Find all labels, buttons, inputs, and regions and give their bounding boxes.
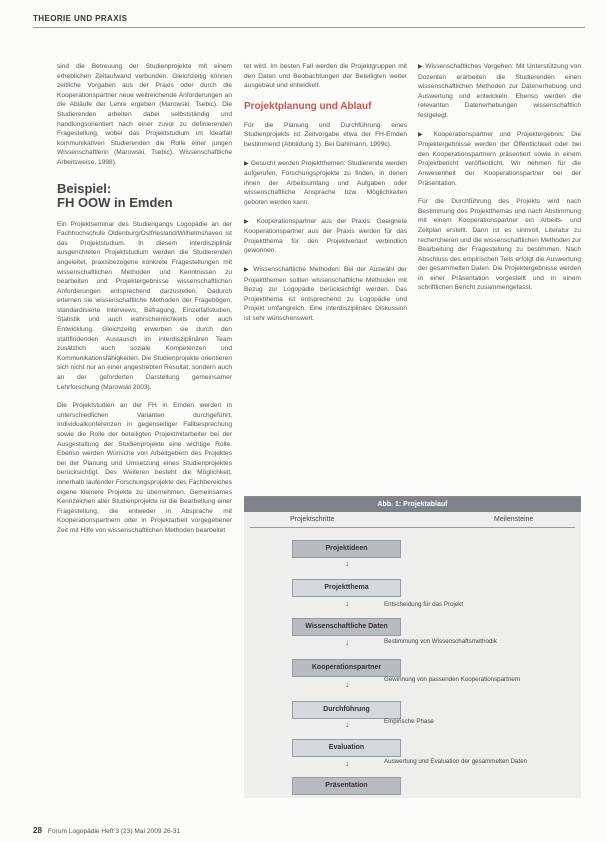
section-heading-example: [57, 182, 232, 210]
milestone-label: Gewinnung von passenden Kooperationspartnern: [384, 676, 521, 683]
page-footer: [33, 826, 180, 835]
down-arrow-icon: ↓: [345, 720, 349, 729]
paragraph: tet wird. Im besten Fall werden die Projektgruppen mit den Daten und Beobachtungen der Beteiligten weiter ausgebaut und entwickelt.: [244, 63, 407, 90]
column-middle: [244, 62, 407, 332]
milestone-label: Empirische Phase: [384, 718, 434, 725]
down-arrow-icon: ↓: [345, 559, 349, 568]
down-arrow-icon: ↓: [345, 759, 349, 768]
bullet-text: Wissenschaftliche Methoden: Bei der Auswahl der Projektthemen sollten wissenschaftliche Methoden mit Bezug zur Logopädie berücksichtigt werden. Das Projektthema ist entsprechend zu Logopädie und Projekt umfangreich. Eine interdisziplinäre Diskussion ist sehr wünschenswert.: [244, 265, 407, 322]
bullet-item: [244, 159, 407, 208]
milestone-label: Bestimmung von Wissenschaftsmethodik: [384, 638, 497, 645]
step-box: Projektthema: [292, 579, 401, 597]
triangle-bullet-icon: ▶: [244, 218, 257, 225]
step-box: Projektideen: [292, 540, 401, 558]
down-arrow-icon: ↓: [345, 638, 349, 647]
footer-citation: Forum Logopädie Heft 3 (23) Mai 2009 26-31: [47, 828, 181, 835]
bullet-text: Wissenschaftliches Vorgehen: Mit Unterstützung von Dozenten erarbeiten die Studierenden einen wissenschaftlichen Methoden zur Datenerhebung und Auswertung und entwickeln. Ebenso werden die relevanten Datenerhebungen wissenschaftlich festgelegt.: [418, 63, 582, 119]
project-flow-figure: [244, 496, 581, 798]
bullet-item: [244, 265, 407, 324]
paragraph: sind die Betreuung der Studienprojekte mit einem erheblichen Zeitaufwand verbunden. Gleichzeitig können zeitliche Vorgaben aus der Praxis oder durch die Kooperationspartner neue weitreichende Anforderungen an die Abläufe der Lehre ergeben (Marowski, Tsebic). Die Studierenden arbeiten dabei selbstständig und handlungsorientiert nach einer zuvor zu definierenden Fragestellung, wobei das Projektstudium im Idealfall kommunikativen Studierenden die Rolle einer jungen Wissenschaftlerin (Marowski, Tsebic). Wissenschaftliche Arbeitsweise, 1998).: [57, 63, 232, 166]
step-box: Präsentation: [292, 777, 401, 795]
figure-column-header-milestones: Meilensteine: [494, 516, 534, 523]
heading-line-1: Beispiel:: [57, 180, 112, 196]
section-header: THEORIE UND PRAXIS: [33, 14, 128, 23]
triangle-bullet-icon: ▶: [418, 131, 434, 138]
bullet-text: Gesucht werden Projektthemen: Studierende werden aufgerufen, Forschungsprojekte zu finden, in denen ihnen der Arbeitsumfang und Aufgaben oder wissenschaftliche Ansprache bzw. Möglichkeiten geboten werden kann.: [244, 159, 408, 206]
step-box: Wissenschaftliche Daten: [292, 618, 401, 636]
bullet-text: Kooperationspartner und Projektergebnis: Die Projektergebnisse werden der Öffentlichkeit oder bei den Kooperationspartnern präsentiert sowie in einem Projektbericht veröffentlicht. Wir nehmen für die Anwesenheit der Kooperationspartner bei der Präsentation.: [418, 130, 581, 187]
figure-title: Abb. 1: Projektablauf: [244, 498, 581, 512]
column-left: [57, 62, 232, 545]
triangle-bullet-icon: ▶: [244, 160, 251, 167]
page-number: 28: [33, 826, 42, 835]
bullet-item: [418, 130, 581, 189]
header-divider: [33, 27, 585, 28]
figure-header-divider: [250, 527, 575, 528]
paragraph: Die Projektstudien an der FH in Emden werden in unterschiedlichen Varianten durchgeführt, Individualkonferenzen in gegenseitiger Fallbesprechung sowie die Rolle der beteiligten Projektmitarbeiter bei der Ausgestaltung der Studienprojekte eine wichtige Rolle. Ebenso werden Wünsche von Arbeitgebern des Projektes bei der Planung und Umsetzung eines Studienprojektes berücksichtigt. Des Weiteren besteht die Möglichkeit, innerhalb laufender Forschungsprojekte des Fachbereiches eigene kleinere Projekte zu übernehmen. Gemeinsames Kennzeichen aller Studienprojekte ist die Bearbeitung einer Fragestellung, die entweder in Absprache mit Kooperationspartnern oder in Projektarbeit vorgegebener Zeit mit Hilfe von wissenschaftlichen Methoden bearbeitet: [57, 402, 232, 534]
bullet-item: [418, 62, 581, 121]
step-box: Durchführung: [292, 701, 401, 719]
down-arrow-icon: ↓: [345, 680, 349, 689]
bullet-text: Kooperationspartner aus der Praxis: Geeignete Kooperationspartner aus der Praxis werden für das Projektthema für den Projektverlauf verbindlich gewonnen.: [244, 217, 407, 255]
paragraph: Für die Durchführung des Projekts wird nach Bestimmung des Projektthemas und nach Abstimmung mit einem Kooperationspartner ein Arbeits- und Zeitplan erstellt. Dann ist es sinnvoll, Literatur zu recherchieren und die wissenschaftlichen Methoden zur Bearbeitung der Fragestellung zu bestimmen. Nach Abschluss des empirischen Teils erfolgt die Auswertung der gesammelten Daten. Die Projektergebnisse werden in einer Präsentation vorgestellt und in einem schriftlichen Bericht zusammengefasst.: [418, 198, 581, 292]
triangle-bullet-icon: ▶: [418, 64, 426, 70]
column-right: [418, 62, 581, 302]
bullet-item: [244, 217, 407, 256]
milestone-label: Entscheidung für das Projekt: [384, 601, 464, 608]
paragraph: Ein Projektseminar des Studiengangs Logopädie an der Fachhochschule Oldenburg/Ostfriesland/Wilhelmshaven ist das Projektstudium. In diesem interdisziplinär ausgerichteten Projektstudium werden die Studierenden angeleitet, praxisbezogene konkrete Fragestellungen mit wissenschaftlichen Methoden und Kenntnissen zu bearbeiten und Projektergebnisse wissenschaftlichen Anforderungen entsprechend darzustellen. Dadurch erlernen sie wissenschaftliche Methoden der Fragebögen, standardisierte Interviews, Befragung, Einzelfallstudien, Statistik und auch wahrscheinlichkeits oder auch Entwicklung. Gleichzeitig erwerben sie durch den stattfindenden Austausch im interdisziplinären Team zusätzlich auch soziale Kompetenzen und Kommunikationsfähigkeiten. Die Studienprojekte orientieren sich nicht nur an einer angestrebten Resultat, sondern auch an der geforderten Darstellung gemeinsamer Lehrforschung (Marowski 2003).: [57, 220, 232, 391]
section-heading-planning: Projektplanung und Ablauf: [244, 100, 372, 112]
paragraph: Für die Planung und Durchführung eines Studienprojekts ist Zeitvorgabe etwa der FH-Emden bestimmend (Abbildung 1). Bei Dahlmann, 1999c).: [244, 121, 407, 148]
heading-line-2: FH OOW in Emden: [57, 194, 173, 210]
milestone-label: Auswertung und Evaluation der gesammelten Daten: [384, 758, 528, 765]
down-arrow-icon: ↓: [345, 599, 349, 608]
triangle-bullet-icon: ▶: [244, 266, 254, 273]
step-box: Evaluation: [292, 739, 401, 757]
figure-column-header-steps: Projektschritte: [290, 516, 335, 523]
step-box: Kooperationspartner: [292, 659, 401, 677]
